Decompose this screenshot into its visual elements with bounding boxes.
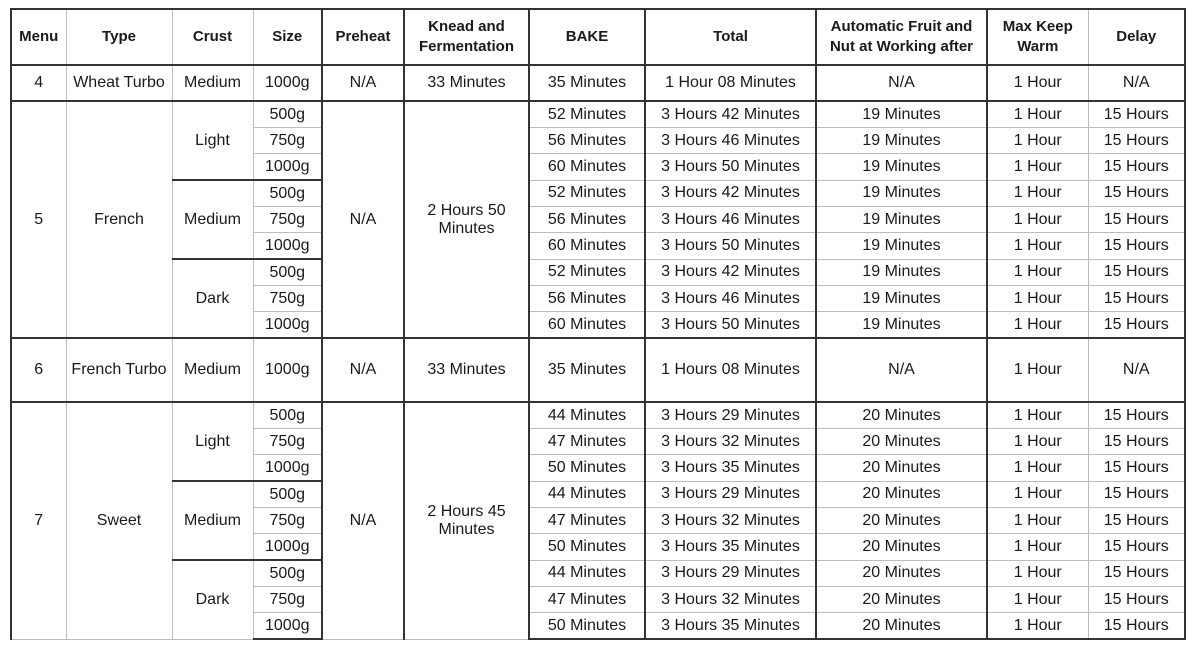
table-row-menu-4 (11, 65, 1185, 101)
knead-time: 33 Minutes (404, 65, 529, 101)
total-time: 3 Hours 35 Minutes (645, 534, 816, 561)
bake-time: 52 Minutes (529, 259, 645, 286)
total-time: 3 Hours 42 Minutes (645, 259, 816, 286)
loaf-size: 500g (253, 259, 322, 286)
delay-time: 15 Hours (1088, 207, 1185, 233)
table-row (11, 560, 1185, 587)
keep-warm-time: 1 Hour (987, 560, 1088, 587)
header-type: Type (66, 9, 172, 65)
keep-warm-time: 1 Hour (987, 338, 1088, 402)
fruit-nut-time: 20 Minutes (816, 429, 987, 455)
bread-type: French (66, 101, 172, 338)
bake-time: 52 Minutes (529, 101, 645, 128)
loaf-size: 500g (253, 402, 322, 429)
bake-time: 56 Minutes (529, 128, 645, 154)
bake-time: 44 Minutes (529, 402, 645, 429)
fruit-nut-time: 20 Minutes (816, 613, 987, 640)
header-knead: Knead and Fermentation (404, 9, 529, 65)
loaf-size: 750g (253, 207, 322, 233)
table-row (11, 481, 1185, 508)
preheat-time: N/A (322, 402, 404, 639)
bake-time: 50 Minutes (529, 455, 645, 482)
fruit-nut-time: 20 Minutes (816, 534, 987, 561)
preheat-time: N/A (322, 65, 404, 101)
bread-type: Wheat Turbo (66, 65, 172, 101)
delay-time: 15 Hours (1088, 508, 1185, 534)
keep-warm-time: 1 Hour (987, 312, 1088, 339)
total-time: 3 Hours 35 Minutes (645, 455, 816, 482)
header-crust: Crust (172, 9, 253, 65)
total-time: 1 Hour 08 Minutes (645, 65, 816, 101)
total-time: 3 Hours 42 Minutes (645, 101, 816, 128)
keep-warm-time: 1 Hour (987, 259, 1088, 286)
preheat-time: N/A (322, 101, 404, 338)
total-time: 3 Hours 32 Minutes (645, 508, 816, 534)
table-row (11, 180, 1185, 207)
keep-warm-time: 1 Hour (987, 65, 1088, 101)
delay-time: 15 Hours (1088, 312, 1185, 339)
total-time: 3 Hours 46 Minutes (645, 207, 816, 233)
delay-time: 15 Hours (1088, 481, 1185, 508)
loaf-size: 1000g (253, 154, 322, 181)
delay-time: 15 Hours (1088, 128, 1185, 154)
fruit-nut-time: 20 Minutes (816, 560, 987, 587)
table-row (11, 402, 1185, 429)
header-preheat: Preheat (322, 9, 404, 65)
keep-warm-time: 1 Hour (987, 180, 1088, 207)
delay-time: 15 Hours (1088, 455, 1185, 482)
keep-warm-time: 1 Hour (987, 101, 1088, 128)
preheat-time: N/A (322, 338, 404, 402)
total-time: 1 Hours 08 Minutes (645, 338, 816, 402)
total-time: 3 Hours 29 Minutes (645, 402, 816, 429)
fruit-nut-time: 20 Minutes (816, 455, 987, 482)
keep-warm-time: 1 Hour (987, 207, 1088, 233)
bake-time: 56 Minutes (529, 286, 645, 312)
delay-time: 15 Hours (1088, 180, 1185, 207)
keep-warm-time: 1 Hour (987, 286, 1088, 312)
fruit-nut-time: N/A (816, 338, 987, 402)
fruit-nut-time: 19 Minutes (816, 180, 987, 207)
loaf-size: 1000g (253, 65, 322, 101)
table-row (11, 259, 1185, 286)
knead-time: 33 Minutes (404, 338, 529, 402)
crust-level: Medium (172, 481, 253, 560)
loaf-size: 1000g (253, 455, 322, 482)
total-time: 3 Hours 29 Minutes (645, 481, 816, 508)
loaf-size: 750g (253, 429, 322, 455)
fruit-nut-time: 19 Minutes (816, 207, 987, 233)
bake-time: 60 Minutes (529, 233, 645, 260)
bake-time: 50 Minutes (529, 613, 645, 640)
bake-time: 60 Minutes (529, 312, 645, 339)
crust-level: Dark (172, 560, 253, 639)
loaf-size: 500g (253, 560, 322, 587)
fruit-nut-time: 19 Minutes (816, 259, 987, 286)
bread-type: French Turbo (66, 338, 172, 402)
total-time: 3 Hours 46 Minutes (645, 286, 816, 312)
total-time: 3 Hours 35 Minutes (645, 613, 816, 640)
header-size: Size (253, 9, 322, 65)
crust-level: Medium (172, 180, 253, 259)
total-time: 3 Hours 42 Minutes (645, 180, 816, 207)
delay-time: 15 Hours (1088, 233, 1185, 260)
bake-time: 47 Minutes (529, 429, 645, 455)
bake-time: 47 Minutes (529, 508, 645, 534)
loaf-size: 500g (253, 180, 322, 207)
crust-level: Dark (172, 259, 253, 338)
crust-level: Medium (172, 65, 253, 101)
fruit-nut-time: 19 Minutes (816, 154, 987, 181)
loaf-size: 1000g (253, 312, 322, 339)
fruit-nut-time: 19 Minutes (816, 233, 987, 260)
loaf-size: 750g (253, 508, 322, 534)
bake-time: 35 Minutes (529, 338, 645, 402)
header-keep-warm: Max Keep Warm (987, 9, 1088, 65)
knead-time: 2 Hours 45 Minutes (404, 402, 529, 639)
loaf-size: 1000g (253, 233, 322, 260)
crust-level: Light (172, 101, 253, 180)
total-time: 3 Hours 50 Minutes (645, 233, 816, 260)
table-row-menu-6 (11, 338, 1185, 402)
fruit-nut-time: 20 Minutes (816, 402, 987, 429)
delay-time: N/A (1088, 65, 1185, 101)
crust-level: Medium (172, 338, 253, 402)
loaf-size: 750g (253, 128, 322, 154)
header-fruit-nut: Automatic Fruit and Nut at Working after (816, 9, 987, 65)
delay-time: 15 Hours (1088, 286, 1185, 312)
bread-type: Sweet (66, 402, 172, 639)
total-time: 3 Hours 46 Minutes (645, 128, 816, 154)
delay-time: 15 Hours (1088, 154, 1185, 181)
keep-warm-time: 1 Hour (987, 587, 1088, 613)
fruit-nut-time: 20 Minutes (816, 481, 987, 508)
delay-time: 15 Hours (1088, 402, 1185, 429)
keep-warm-time: 1 Hour (987, 455, 1088, 482)
header-bake: BAKE (529, 9, 645, 65)
fruit-nut-time: 20 Minutes (816, 587, 987, 613)
bake-time: 44 Minutes (529, 560, 645, 587)
menu-number: 4 (11, 65, 66, 101)
bake-time: 44 Minutes (529, 481, 645, 508)
bake-time: 50 Minutes (529, 534, 645, 561)
header-menu: Menu (11, 9, 66, 65)
keep-warm-time: 1 Hour (987, 429, 1088, 455)
fruit-nut-time: 19 Minutes (816, 128, 987, 154)
menu-number: 7 (11, 402, 66, 639)
delay-time: 15 Hours (1088, 534, 1185, 561)
header-total: Total (645, 9, 816, 65)
total-time: 3 Hours 32 Minutes (645, 429, 816, 455)
keep-warm-time: 1 Hour (987, 402, 1088, 429)
delay-time: 15 Hours (1088, 429, 1185, 455)
keep-warm-time: 1 Hour (987, 233, 1088, 260)
total-time: 3 Hours 50 Minutes (645, 154, 816, 181)
header-row (11, 9, 1185, 65)
keep-warm-time: 1 Hour (987, 154, 1088, 181)
bake-time: 60 Minutes (529, 154, 645, 181)
loaf-size: 750g (253, 286, 322, 312)
delay-time: 15 Hours (1088, 560, 1185, 587)
keep-warm-time: 1 Hour (987, 128, 1088, 154)
fruit-nut-time: 19 Minutes (816, 312, 987, 339)
loaf-size: 500g (253, 481, 322, 508)
keep-warm-time: 1 Hour (987, 508, 1088, 534)
program-table (10, 8, 1186, 640)
knead-time: 2 Hours 50 Minutes (404, 101, 529, 338)
loaf-size: 750g (253, 587, 322, 613)
crust-level: Light (172, 402, 253, 481)
delay-time: 15 Hours (1088, 587, 1185, 613)
bake-time: 56 Minutes (529, 207, 645, 233)
delay-time: 15 Hours (1088, 613, 1185, 640)
menu-number: 6 (11, 338, 66, 402)
total-time: 3 Hours 50 Minutes (645, 312, 816, 339)
fruit-nut-time: 20 Minutes (816, 508, 987, 534)
table-row (11, 101, 1185, 128)
menu-number: 5 (11, 101, 66, 338)
delay-time: 15 Hours (1088, 259, 1185, 286)
header-delay: Delay (1088, 9, 1185, 65)
fruit-nut-time: N/A (816, 65, 987, 101)
loaf-size: 500g (253, 101, 322, 128)
bake-time: 52 Minutes (529, 180, 645, 207)
fruit-nut-time: 19 Minutes (816, 286, 987, 312)
total-time: 3 Hours 32 Minutes (645, 587, 816, 613)
loaf-size: 1000g (253, 534, 322, 561)
bake-time: 35 Minutes (529, 65, 645, 101)
fruit-nut-time: 19 Minutes (816, 101, 987, 128)
loaf-size: 1000g (253, 338, 322, 402)
keep-warm-time: 1 Hour (987, 481, 1088, 508)
delay-time: N/A (1088, 338, 1185, 402)
delay-time: 15 Hours (1088, 101, 1185, 128)
keep-warm-time: 1 Hour (987, 534, 1088, 561)
keep-warm-time: 1 Hour (987, 613, 1088, 640)
bake-time: 47 Minutes (529, 587, 645, 613)
total-time: 3 Hours 29 Minutes (645, 560, 816, 587)
loaf-size: 1000g (253, 613, 322, 640)
